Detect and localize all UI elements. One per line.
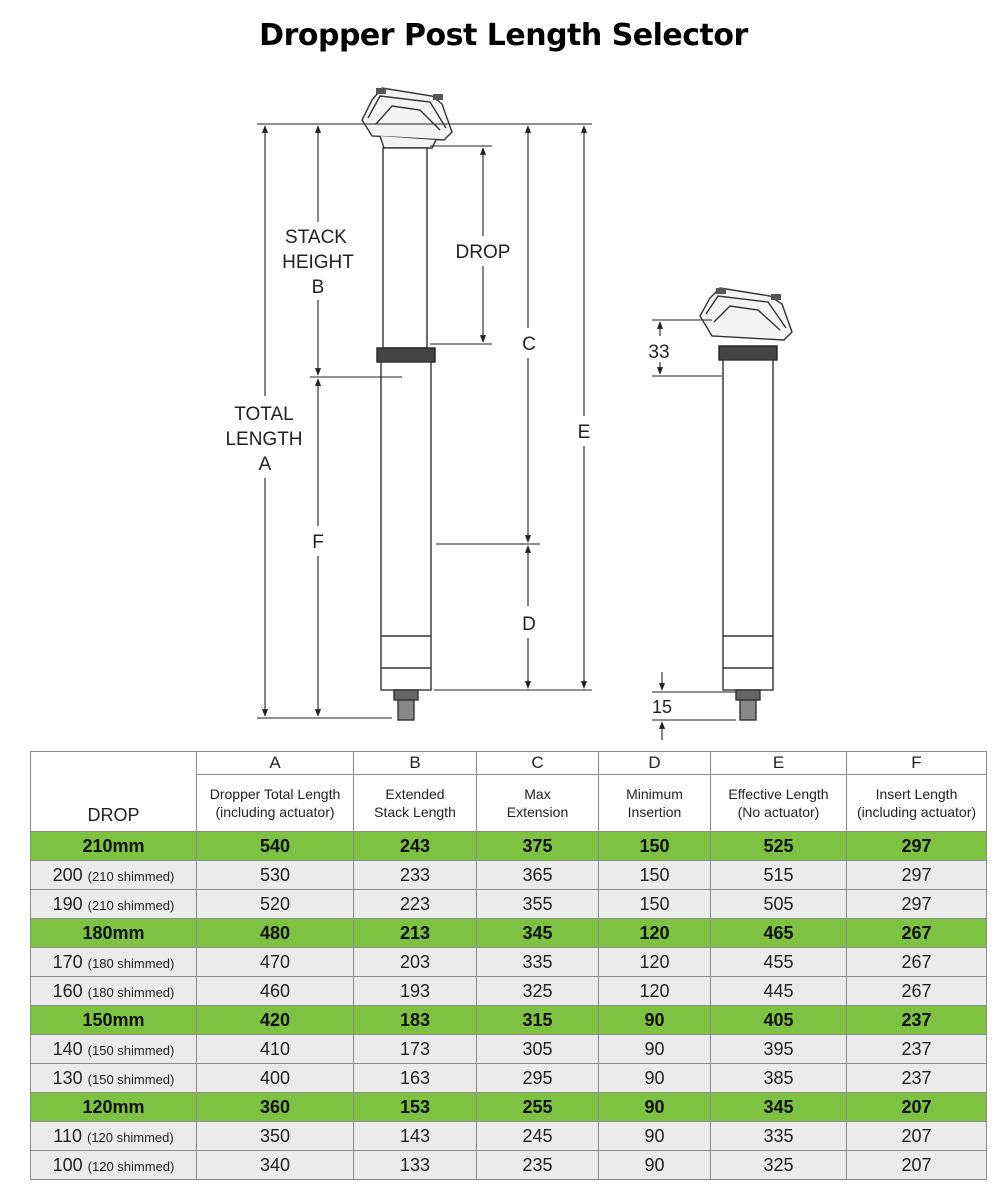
drop-value: 160 (52, 980, 83, 1001)
value-cell-f: 297 (847, 890, 987, 919)
drop-column-header: DROP (31, 752, 197, 832)
column-desc-line1: Minimum (626, 786, 683, 802)
table-row (31, 832, 987, 861)
shim-note: (120 shimmed) (87, 1129, 174, 1145)
value-cell-a: 520 (197, 890, 354, 919)
drop-cell (31, 1006, 197, 1035)
drop-cell (31, 948, 197, 977)
drop-value: 210mm (82, 835, 145, 856)
value-cell-b: 163 (354, 1064, 477, 1093)
value-cell-a: 400 (197, 1064, 354, 1093)
extended-post (362, 88, 452, 720)
column-desc-line1: Insert Length (875, 786, 958, 802)
value-cell-a: 340 (197, 1151, 354, 1180)
table-row (31, 890, 987, 919)
label-e: E (577, 422, 591, 443)
value-cell-e: 325 (711, 1151, 847, 1180)
value-cell-e: 405 (711, 1006, 847, 1035)
label-total-length-line1: TOTAL (234, 404, 294, 425)
drop-cell (31, 1093, 197, 1122)
value-cell-d: 90 (599, 1151, 711, 1180)
column-desc-a (197, 775, 354, 832)
table-row (31, 1064, 987, 1093)
drop-cell (31, 977, 197, 1006)
column-desc-line1: Max (524, 786, 551, 802)
drop-value: 150mm (82, 1009, 145, 1030)
saddle-clamp-compressed (700, 288, 792, 340)
value-cell-c: 355 (477, 890, 599, 919)
table-row (31, 1122, 987, 1151)
header-letters-row (31, 752, 987, 775)
value-cell-a: 470 (197, 948, 354, 977)
column-letter-c: C (477, 752, 599, 775)
value-cell-d: 150 (599, 861, 711, 890)
shim-note: (120 shimmed) (87, 1158, 175, 1174)
value-cell-e: 335 (711, 1122, 847, 1151)
value-cell-b: 223 (354, 890, 477, 919)
column-letter-a: A (197, 752, 354, 775)
value-cell-b: 243 (354, 832, 477, 861)
actuator-extended (394, 690, 418, 720)
value-cell-b: 153 (354, 1093, 477, 1122)
column-desc-line2: Extension (506, 804, 569, 820)
value-cell-e: 385 (711, 1064, 847, 1093)
value-cell-e: 345 (711, 1093, 847, 1122)
compressed-post (700, 288, 792, 720)
value-cell-c: 235 (477, 1151, 599, 1180)
value-cell-d: 120 (599, 977, 711, 1006)
value-cell-a: 420 (197, 1006, 354, 1035)
label-d: D (522, 614, 536, 635)
column-desc-line2: (including actuator) (856, 804, 977, 820)
drop-cell (31, 832, 197, 861)
value-cell-b: 233 (354, 861, 477, 890)
value-cell-d: 90 (599, 1122, 711, 1151)
shim-note: (150 shimmed) (87, 1071, 175, 1087)
value-cell-a: 480 (197, 919, 354, 948)
value-cell-b: 173 (354, 1035, 477, 1064)
column-desc-d (599, 775, 711, 832)
page-title: Dropper Post Length Selector (259, 18, 748, 53)
value-cell-b: 133 (354, 1151, 477, 1180)
value-cell-d: 90 (599, 1035, 711, 1064)
value-cell-c: 255 (477, 1093, 599, 1122)
shim-note: (180 shimmed) (87, 955, 175, 971)
value-cell-f: 207 (847, 1122, 987, 1151)
value-cell-a: 540 (197, 832, 354, 861)
label-dim-15: 15 (651, 697, 673, 717)
value-cell-c: 335 (477, 948, 599, 977)
value-cell-d: 90 (599, 1064, 711, 1093)
value-cell-f: 267 (847, 977, 987, 1006)
value-cell-a: 350 (197, 1122, 354, 1151)
drop-value: 170 (52, 951, 83, 972)
value-cell-a: 410 (197, 1035, 354, 1064)
value-cell-e: 465 (711, 919, 847, 948)
value-cell-c: 375 (477, 832, 599, 861)
drop-value: 110 (53, 1125, 82, 1146)
column-letter-d: D (599, 752, 711, 775)
table-row (31, 861, 987, 890)
value-cell-e: 525 (711, 832, 847, 861)
drop-cell (31, 1122, 197, 1151)
value-cell-d: 90 (599, 1093, 711, 1122)
label-total-length-line3: A (258, 454, 272, 475)
dropper-spec-table (30, 751, 987, 1180)
value-cell-f: 237 (847, 1006, 987, 1035)
label-stack-height-line2: HEIGHT (282, 252, 354, 273)
drop-value: 140 (52, 1038, 83, 1059)
value-cell-d: 150 (599, 890, 711, 919)
drop-cell (31, 1151, 197, 1180)
drop-value: 100 (52, 1154, 83, 1175)
collar-compressed (719, 346, 777, 360)
value-cell-e: 455 (711, 948, 847, 977)
column-desc-f (847, 775, 987, 832)
table-row (31, 977, 987, 1006)
value-cell-f: 207 (847, 1151, 987, 1180)
label-dim-33: 33 (648, 342, 670, 363)
value-cell-b: 143 (354, 1122, 477, 1151)
value-cell-f: 267 (847, 948, 987, 977)
value-cell-b: 203 (354, 948, 477, 977)
value-cell-f: 237 (847, 1064, 987, 1093)
value-cell-d: 150 (599, 832, 711, 861)
value-cell-d: 120 (599, 919, 711, 948)
value-cell-c: 365 (477, 861, 599, 890)
column-letter-f: F (847, 752, 987, 775)
shim-note: (180 shimmed) (87, 984, 175, 1000)
table-row (31, 1151, 987, 1180)
lower-tube-extended (381, 362, 431, 690)
label-stack-height-line1: STACK (285, 227, 347, 248)
value-cell-f: 237 (847, 1035, 987, 1064)
drop-cell (31, 919, 197, 948)
table-row (31, 1006, 987, 1035)
column-desc-e (711, 775, 847, 832)
column-letter-e: E (711, 752, 847, 775)
drop-value: 120mm (82, 1096, 145, 1117)
value-cell-e: 505 (711, 890, 847, 919)
value-cell-c: 245 (477, 1122, 599, 1151)
shim-note: (150 shimmed) (87, 1042, 175, 1058)
collar-extended (377, 348, 435, 362)
drop-value: 180mm (82, 922, 145, 943)
value-cell-c: 345 (477, 919, 599, 948)
lower-tube-compressed (723, 360, 773, 690)
table-row (31, 948, 987, 977)
value-cell-c: 325 (477, 977, 599, 1006)
value-cell-a: 460 (197, 977, 354, 1006)
value-cell-e: 445 (711, 977, 847, 1006)
value-cell-d: 90 (599, 1006, 711, 1035)
label-drop: DROP (455, 242, 511, 263)
label-f: F (312, 532, 324, 553)
column-desc-line2: (including actuator) (215, 804, 335, 820)
value-cell-f: 267 (847, 919, 987, 948)
column-desc-line2: (No actuator) (737, 804, 820, 820)
label-c: C (522, 334, 536, 355)
value-cell-b: 193 (354, 977, 477, 1006)
column-desc-line1: Extended (385, 786, 445, 802)
value-cell-b: 213 (354, 919, 477, 948)
column-desc-line1: Effective Length (728, 786, 829, 802)
shim-note: (210 shimmed) (87, 868, 175, 884)
value-cell-f: 297 (847, 861, 987, 890)
value-cell-e: 395 (711, 1035, 847, 1064)
column-desc-c (477, 775, 599, 832)
actuator-compressed (736, 690, 760, 720)
value-cell-c: 305 (477, 1035, 599, 1064)
column-desc-line2: Stack Length (374, 804, 456, 820)
value-cell-d: 120 (599, 948, 711, 977)
drop-value: 190 (52, 893, 83, 914)
column-desc-line2: Insertion (627, 804, 682, 820)
saddle-clamp-extended (362, 88, 452, 148)
value-cell-c: 315 (477, 1006, 599, 1035)
drop-cell (31, 1035, 197, 1064)
value-cell-b: 183 (354, 1006, 477, 1035)
label-total-length-line2: LENGTH (225, 429, 303, 450)
drop-cell (31, 890, 197, 919)
value-cell-f: 207 (847, 1093, 987, 1122)
drop-cell (31, 1064, 197, 1093)
value-cell-c: 295 (477, 1064, 599, 1093)
value-cell-a: 530 (197, 861, 354, 890)
table-row (31, 1093, 987, 1122)
column-desc-line1: Dropper Total Length (209, 786, 341, 802)
stanchion-extended (383, 148, 427, 348)
drop-value: 200 (52, 864, 83, 885)
table-row (31, 1035, 987, 1064)
column-letter-b: B (354, 752, 477, 775)
shim-note: (210 shimmed) (87, 897, 175, 913)
value-cell-e: 515 (711, 861, 847, 890)
spec-table-body (31, 832, 987, 1180)
table-row (31, 919, 987, 948)
value-cell-a: 360 (197, 1093, 354, 1122)
label-stack-height-line3: B (311, 277, 325, 298)
drop-value: 130 (52, 1067, 83, 1088)
column-desc-b (354, 775, 477, 832)
value-cell-f: 297 (847, 832, 987, 861)
drop-cell (31, 861, 197, 890)
